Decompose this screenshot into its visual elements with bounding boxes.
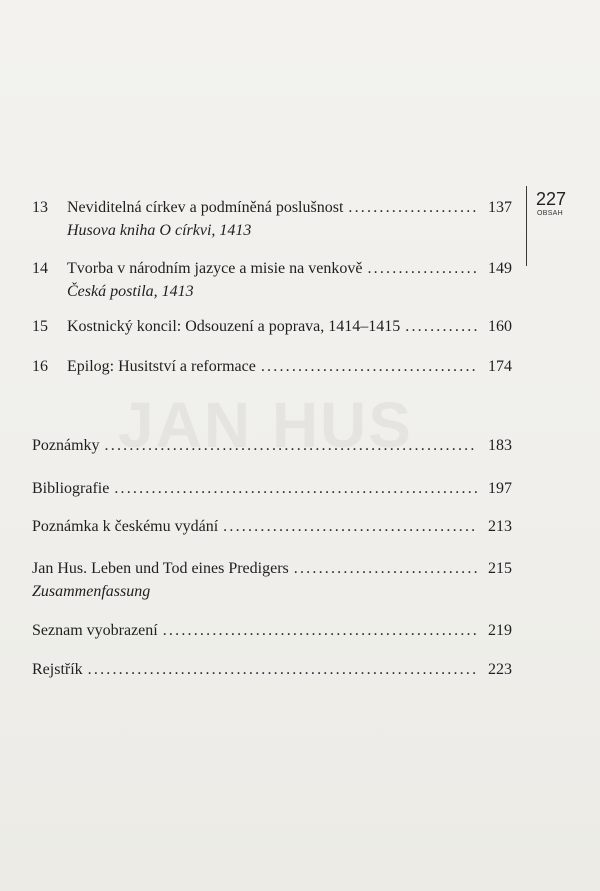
dot-leader	[223, 519, 477, 535]
page-number: 215	[488, 560, 512, 577]
bleed-through-title: JAN HUS	[118, 389, 413, 461]
toc-entry-chapter-15	[32, 319, 512, 335]
toc-entry-rejstrik	[32, 662, 512, 678]
toc-entry-zusammenfassung	[32, 561, 512, 600]
toc-entry-line	[32, 261, 512, 277]
page-number: 183	[488, 437, 512, 454]
dot-leader	[348, 200, 477, 216]
toc-entry-line	[32, 481, 512, 497]
toc-entry-poznamky	[32, 438, 512, 454]
chapter-title: Epilog: Husitství a reformace	[67, 358, 256, 375]
chapter-title: Neviditelná církev a podmíněná poslušnost	[67, 199, 344, 216]
page-number: 160	[488, 318, 512, 335]
section-title: Seznam vyobrazení	[32, 622, 158, 639]
page-number: 219	[488, 622, 512, 639]
dot-leader	[261, 359, 477, 375]
toc-entry-line	[32, 519, 512, 535]
page-number: 174	[488, 358, 512, 375]
toc-entry-chapter-13	[32, 200, 512, 239]
toc-entry-line	[32, 200, 512, 216]
dot-leader	[88, 662, 477, 678]
page-number: 197	[488, 480, 512, 497]
page-number: 213	[488, 518, 512, 535]
dot-leader	[367, 261, 477, 277]
section-subtitle: Zusammenfassung	[32, 583, 151, 600]
toc-entry-line	[32, 561, 512, 577]
section-title: Bibliografie	[32, 480, 110, 497]
dot-leader	[405, 319, 477, 335]
chapter-title: Tvorba v národním jazyce a misie na venkově	[67, 260, 363, 277]
section-title: Poznámka k českému vydání	[32, 518, 219, 535]
chapter-subtitle: Husova kniha O církvi, 1413	[67, 222, 252, 239]
page-number: 223	[488, 661, 512, 678]
section-title: Poznámky	[32, 437, 100, 454]
folio-section-label: OBSAH	[537, 210, 564, 217]
toc-entry-line	[32, 623, 512, 639]
dot-leader	[105, 438, 477, 454]
chapter-subtitle: Česká postila, 1413	[67, 283, 194, 300]
toc-entry-line	[32, 438, 512, 454]
toc-entry-seznam-vyobrazeni	[32, 623, 512, 639]
chapter-title: Kostnický koncil: Odsouzení a poprava, 1414–1415	[67, 318, 401, 335]
section-title: Jan Hus. Leben und Tod eines Predigers	[32, 560, 289, 577]
chapter-number: 16	[32, 358, 48, 375]
page-number: 137	[488, 199, 512, 216]
toc-entry-chapter-16	[32, 359, 512, 375]
section-title: Rejstřík	[32, 661, 83, 678]
page-number: 149	[488, 260, 512, 277]
chapter-number: 13	[32, 199, 48, 216]
toc-entry-line	[32, 319, 512, 335]
folio-page-number: 227	[536, 189, 567, 209]
dot-leader	[163, 623, 477, 639]
chapter-number: 14	[32, 260, 48, 277]
toc-entry-bibliografie	[32, 481, 512, 497]
toc-entry-poznamka-k-ceskemu-vydani	[32, 519, 512, 535]
toc-entry-line	[32, 359, 512, 375]
toc-entry-line	[32, 662, 512, 678]
chapter-number: 15	[32, 318, 48, 335]
dot-leader	[114, 481, 477, 497]
toc-entry-chapter-14	[32, 261, 512, 300]
dot-leader	[294, 561, 477, 577]
